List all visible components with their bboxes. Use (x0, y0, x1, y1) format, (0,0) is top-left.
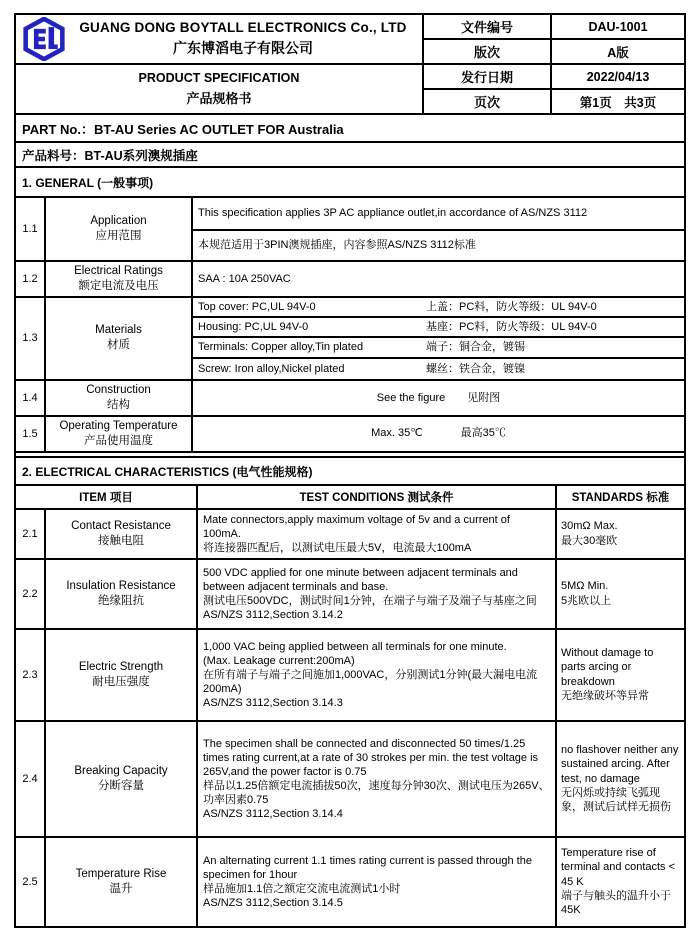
item-label (46, 381, 193, 415)
item-label (46, 262, 193, 296)
row-content (193, 381, 684, 415)
company-logo-icon (22, 17, 66, 61)
item-label (46, 630, 198, 720)
standard-line: 30mΩ Max. (561, 520, 618, 533)
condition-line: AS/NZS 3112,Section 3.14.3 (203, 696, 343, 709)
meta-value-page: 第1页 共3页 (552, 90, 684, 115)
condition-line: AS/NZS 3112,Section 3.14.5 (203, 896, 343, 909)
item-label (46, 298, 193, 379)
standard-line: 5MΩ Min. (561, 580, 609, 593)
test-conditions (198, 630, 557, 720)
item-label-en: Electric Strength (78, 660, 164, 673)
section2-header-row (16, 486, 684, 510)
condition-line: 1,000 VAC being applied between all terminals for one minute. (203, 640, 507, 653)
company-block (16, 15, 424, 65)
material-pair (193, 298, 684, 318)
item-label (46, 722, 198, 836)
standard-line: 最大30毫欧 (561, 534, 618, 547)
content-line: This specification applies 3P AC appliance outlet,in accordance of AS/NZS 3112 (193, 198, 684, 231)
material-pair (193, 359, 684, 379)
material-pair (193, 318, 684, 338)
row-content (193, 262, 684, 296)
meta-label-issue-date: 发行日期 (424, 65, 552, 90)
item-label-cn: 耐电压强度 (92, 675, 150, 688)
standard-line: 无闪烁或持续飞弧现象，测试后试样无损伤 (561, 786, 671, 814)
item-label-cn: 产品使用温度 (84, 434, 153, 447)
content-en: See the figure (376, 391, 446, 404)
content-line: SAA : 10A 250VAC (198, 272, 291, 285)
condition-line: 测试电压500VDC，测试时间1分钟，在端子与端子及端子与基座之间 (203, 594, 537, 607)
item-label (46, 510, 198, 558)
item-label-en: Materials (95, 324, 142, 337)
condition-line: AS/NZS 3112,Section 3.14.4 (203, 807, 343, 820)
table-row-1-3 (16, 298, 684, 381)
item-label-cn: 额定电流及电压 (78, 279, 159, 292)
test-conditions (198, 560, 557, 628)
table-row-2-2 (16, 560, 684, 630)
row-number: 1.2 (16, 262, 46, 296)
standards (557, 630, 684, 720)
condition-line: 样品施加1.1倍之额定交流电流测试1小时 (203, 882, 401, 895)
standard-line: 无绝缘破坏等异常 (561, 690, 649, 703)
item-label-cn: 绝缘阻抗 (98, 594, 144, 607)
test-conditions (198, 722, 557, 836)
standard-line: Without damage to parts arcing or breakdown (561, 647, 654, 688)
company-name-en: GUANG DONG BOYTALL ELECTRONICS Co., LTD (79, 20, 407, 35)
col-header-item: ITEM 项目 (16, 486, 198, 508)
row-number: 1.4 (16, 381, 46, 415)
material-cn: 基座：PC料，防火等级：UL 94V-0 (426, 321, 597, 334)
meta-label-page: 页次 (424, 90, 552, 115)
company-name-cn: 广东博滔电子有限公司 (173, 40, 313, 56)
item-label-cn: 接触电阻 (98, 534, 144, 547)
table-row-1-2 (16, 262, 684, 298)
table-row-1-4 (16, 381, 684, 417)
table-row-2-3 (16, 630, 684, 722)
row-number: 2.3 (16, 630, 46, 720)
row-number: 2.5 (16, 838, 46, 926)
material-en: Terminals: Copper alloy,Tin plated (198, 341, 364, 354)
item-label (46, 560, 198, 628)
condition-line: 样品以1.25倍额定电流插拔50次，速度每分钟30次、测试电压为265V、功率因素0.75 (203, 779, 550, 806)
item-label-en: Contact Resistance (71, 519, 171, 532)
row-number: 1.5 (16, 417, 46, 451)
meta-label-revision: 版次 (424, 40, 552, 65)
content-cn: 最高35℃ (460, 427, 506, 440)
item-label-en: Temperature Rise (75, 867, 167, 880)
row-content (193, 198, 684, 260)
item-label-en: Operating Temperature (59, 419, 178, 432)
item-label-en: Electrical Ratings (74, 265, 163, 277)
standard-line: 5兆欧以上 (561, 594, 612, 607)
condition-line: Mate connectors,apply maximum voltage of 5v and a current of 100mA. (203, 513, 510, 540)
table-row-2-4 (16, 722, 684, 838)
item-label-cn: 温升 (109, 882, 133, 895)
condition-line: AS/NZS 3112,Section 3.14.2 (203, 608, 343, 621)
section2-title: 2. ELECTRICAL CHARACTERISTICS (电气性能规格) (16, 458, 684, 486)
standard-line: Temperature rise of terminal and contacts < 45 K (561, 847, 676, 888)
item-label-en: Insulation Resistance (66, 579, 176, 592)
material-cn: 上盖：PC料，防火等级：UL 94V-0 (426, 300, 597, 313)
row-number: 2.4 (16, 722, 46, 836)
standards (557, 560, 684, 628)
test-conditions (198, 838, 557, 926)
doc-title-cn: 产品规格书 (186, 91, 252, 106)
item-label-en: Construction (86, 383, 151, 396)
meta-value-revision: A版 (552, 40, 684, 65)
section1-title: 1. GENERAL (一般事项) (16, 168, 684, 198)
item-label-cn: 分断容量 (98, 779, 144, 792)
part-number-row: PART No.：BT-AU Series AC OUTLET FOR Australia (16, 115, 684, 143)
meta-label-doc-number: 文件编号 (424, 15, 552, 40)
item-label (46, 417, 193, 451)
material-en: Housing: PC,UL 94V-0 (198, 321, 309, 334)
row-content (193, 417, 684, 451)
condition-line: 在所有端子与端子之间施加1,000VAC，分别测试1分钟(最大漏电电流200mA) (203, 668, 538, 695)
standards (557, 722, 684, 836)
condition-line: 将连接器匹配后，以测试电压最大5V，电流最大100mA (203, 541, 472, 554)
item-label-en: Application (90, 215, 147, 228)
col-header-standards: STANDARDS 标准 (571, 491, 670, 504)
table-row-1-5 (16, 417, 684, 453)
material-cn: 端子：铜合金，镀锡 (426, 341, 525, 354)
meta-value-doc-number: DAU-1001 (552, 15, 684, 40)
standard-line: no flashover neither any sustained arcing. After test, no damage (561, 744, 679, 785)
material-en: Top cover: PC,UL 94V-0 (198, 300, 316, 313)
table-row-2-1 (16, 510, 684, 560)
row-number: 1.3 (16, 298, 46, 379)
doc-title-en: PRODUCT SPECIFICATION (138, 71, 300, 85)
row-number: 2.1 (16, 510, 46, 558)
standards (557, 838, 684, 926)
condition-line: (Max. Leakage current:200mA) (203, 654, 355, 667)
test-conditions (198, 510, 557, 558)
item-label-cn: 结构 (107, 398, 130, 411)
material-en: Screw: Iron alloy,Nickel plated (198, 362, 345, 375)
product-number-row: 产品料号：BT-AU系列澳规插座 (16, 143, 684, 168)
item-label (46, 838, 198, 926)
col-header-conditions: TEST CONDITIONS 测试条件 (198, 486, 557, 508)
item-label-cn: 应用范围 (95, 230, 142, 242)
material-pair (193, 338, 684, 358)
item-label (46, 198, 193, 260)
content-cn: 见附图 (467, 391, 501, 404)
spec-document (14, 13, 686, 928)
table-row-1-1 (16, 198, 684, 262)
condition-line: The specimen shall be connected and disconnected 50 times/1.25 times rating current,at a rate of 30 strokes per min. the test voltage is 265V,and the power factor is 0.75 (203, 737, 539, 778)
standards (557, 510, 684, 558)
condition-line: An alternating current 1.1 times rating current is passed through the specimen for 1hour (203, 854, 532, 881)
table-row-2-5 (16, 838, 684, 926)
row-number: 2.2 (16, 560, 46, 628)
condition-line: 500 VDC applied for one minute between adjacent terminals and between adjacent terminals and base. (203, 566, 518, 593)
company-names (74, 20, 422, 58)
meta-value-issue-date: 2022/04/13 (552, 65, 684, 90)
standard-line: 端子与触头的温升小于45K (561, 889, 671, 917)
row-number: 1.1 (16, 198, 46, 260)
doc-title-block (16, 65, 424, 115)
document-header (16, 15, 684, 115)
content-en: Max. 35℃ (371, 427, 423, 440)
content-line: 本规范适用于3PIN澳规插座，内容参照AS/NZS 3112标准 (198, 239, 476, 252)
row-content (193, 298, 684, 379)
item-label-en: Breaking Capacity (74, 764, 168, 777)
material-cn: 螺丝：铁合金，镀镍 (426, 362, 525, 375)
item-label-cn: 材质 (107, 339, 130, 352)
